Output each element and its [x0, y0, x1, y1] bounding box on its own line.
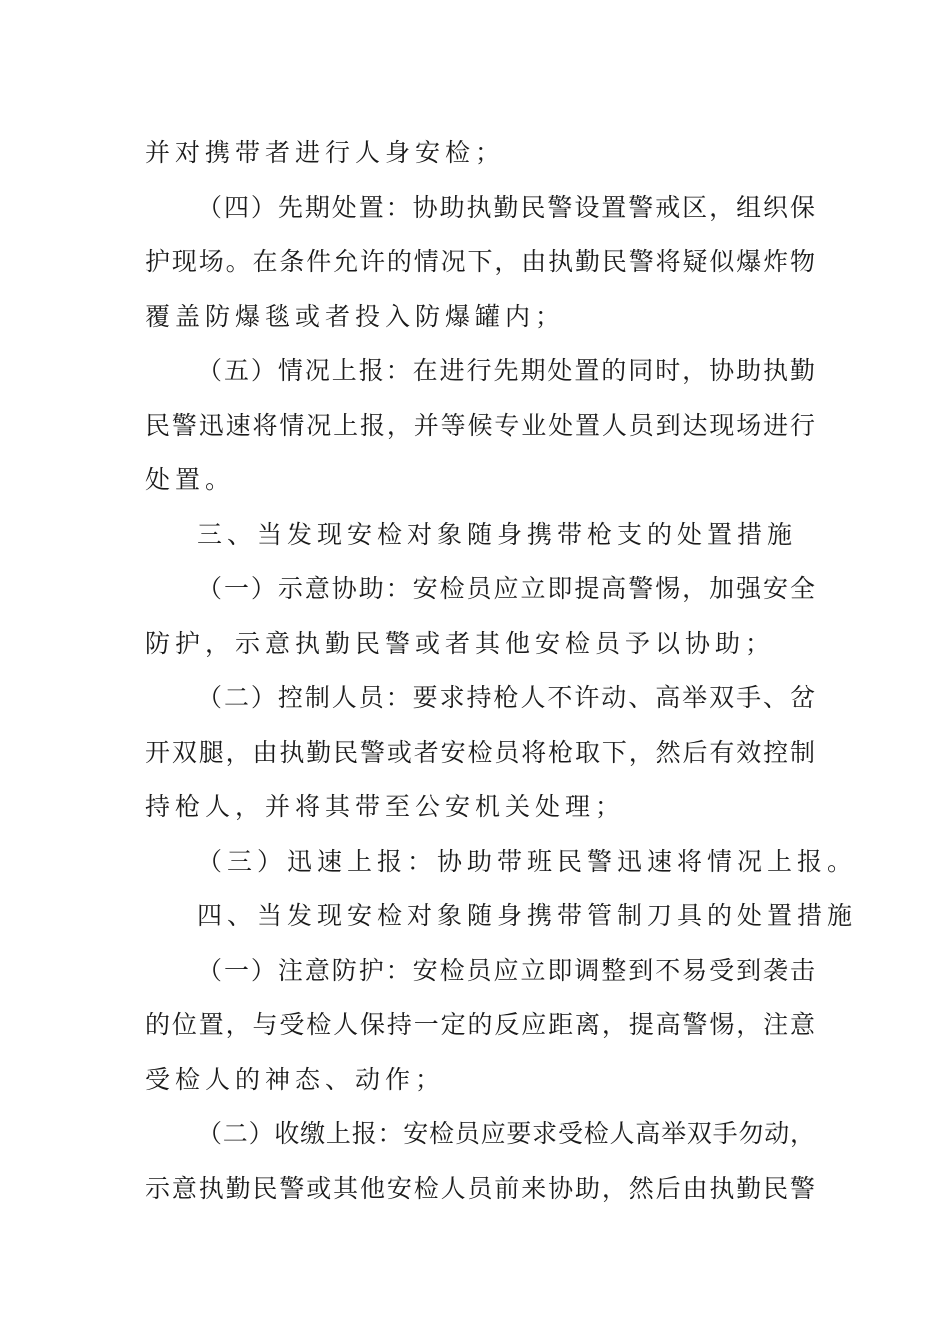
text-line: 开双腿，由执勤民警或者安检员将枪取下，然后有效控制 [145, 737, 815, 767]
text-line: （五）情况上报：在进行先期处置的同时，协助执勤 [197, 356, 815, 385]
text-line: （二）收缴上报：安检员应要求受检人高举双手勿动， [197, 1119, 815, 1148]
text-line: 持枪人，并将其带至公安机关处理； [145, 792, 626, 821]
text-line: 的位置，与受检人保持一定的反应距离，提高警惕，注意 [145, 1010, 815, 1039]
text-line: （二）控制人员：要求持枪人不许动、高举双手、岔 [197, 683, 815, 712]
document-body [145, 126, 858, 1216]
text-line: （三）迅速上报：协助带班民警迅速将情况上报。 [197, 846, 858, 876]
text-line: 示意执勤民警或其他安检人员前来协助，然后由执勤民警 [145, 1173, 815, 1203]
text-line: 处置。 [145, 465, 236, 494]
section-heading: 四、当发现安检对象随身携带管制刀具的处置措施 [197, 901, 858, 930]
text-line: 受检人的神态、动作； [145, 1064, 446, 1094]
text-line: （四）先期处置：协助执勤民警设置警戒区，组织保 [197, 192, 815, 222]
text-line: （一）注意防护：安检员应立即调整到不易受到袭击 [197, 955, 815, 985]
text-line: 护现场。在条件允许的情况下，由执勤民警将疑似爆炸物 [145, 247, 815, 276]
text-line: 并对携带者进行人身安检； [145, 138, 506, 167]
text-line: 覆盖防爆毯或者投入防爆罐内； [145, 301, 566, 331]
text-line: 防护，示意执勤民警或者其他安检员予以协助； [145, 628, 776, 658]
text-line: （一）示意协助：安检员应立即提高警惕，加强安全 [197, 574, 815, 603]
text-line: 民警迅速将情况上报，并等候专业处置人员到达现场进行 [145, 410, 815, 440]
section-heading: 三、当发现安检对象随身携带枪支的处置措施 [197, 519, 798, 549]
